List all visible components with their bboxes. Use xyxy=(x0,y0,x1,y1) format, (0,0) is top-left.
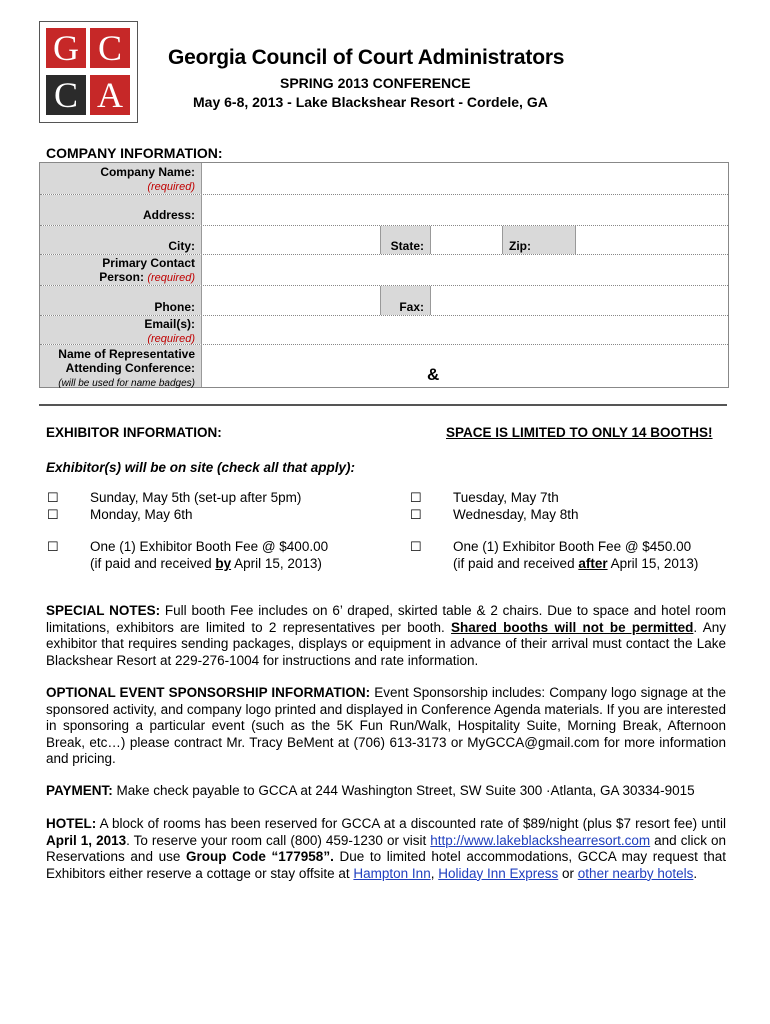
payment-label: PAYMENT: xyxy=(46,783,113,798)
hotel-end: . xyxy=(693,865,698,881)
rep-line-2: Attending Conference: xyxy=(65,361,195,375)
conference-dates: May 6-8, 2013 - Lake Blackshear Resort - Cordele, GA xyxy=(193,94,548,110)
company-heading: COMPANY INFORMATION: xyxy=(46,145,223,161)
primary-contact-label xyxy=(40,255,201,285)
other-hotels-link[interactable]: other nearby hotels xyxy=(577,865,694,881)
representative-field[interactable] xyxy=(202,345,728,387)
hotel-text-2: . To reserve your room call (800) 459-1230 or visit xyxy=(126,832,431,848)
fee-early-a: (if paid and received xyxy=(90,556,216,571)
fee-late-note xyxy=(453,555,698,572)
section-divider xyxy=(39,404,727,406)
person-text: Person: xyxy=(99,270,144,284)
sponsorship-label: OPTIONAL EVENT SPONSORSHIP INFORMATION: xyxy=(46,685,371,700)
city-field[interactable] xyxy=(202,226,380,254)
state-label: State: xyxy=(381,226,430,254)
hotel-deadline: April 1, 2013 xyxy=(46,832,127,848)
required-note: (required) xyxy=(147,272,195,284)
phone-field[interactable] xyxy=(202,286,380,315)
emails-label xyxy=(40,316,201,344)
option-monday: Monday, May 6th xyxy=(90,507,193,522)
holiday-inn-link[interactable]: Holiday Inn Express xyxy=(438,865,559,881)
emails-field[interactable] xyxy=(202,316,728,344)
fax-label: Fax: xyxy=(381,286,430,315)
primary-contact-field[interactable] xyxy=(202,255,728,285)
required-note: (required) xyxy=(147,181,195,193)
sponsorship-text: Event Sponsorship includes: Company logo signage at the sponsored activity, and company logo printed and displayed in Conference Agenda materials. If you are interested in sponsoring a particular event (such as the 5K Fun Run/Walk, Hospitality Suite, Morning Break, Afternoon Break, etc…) please contract Mr. Tracy BeMent at (706) 613-3173 or MyGCCA@gmail.com for more information and pricing. xyxy=(46,685,726,766)
hotel-info xyxy=(46,816,726,882)
fee-early-title: One (1) Exhibitor Booth Fee @ $400.00 xyxy=(90,539,329,554)
hotel-text-3: and click on Reservations and use xyxy=(46,832,727,864)
conference-name: SPRING 2013 CONFERENCE xyxy=(280,75,471,91)
hotel-text-4: Due to limited hotel accommodations, GCCA may request that Exhibitors either reserve a cottage or stay offsite at xyxy=(46,849,726,881)
option-tuesday: Tuesday, May 7th xyxy=(453,490,559,505)
checkbox-tuesday[interactable]: ☐ xyxy=(410,490,422,505)
logo-letter-c1: C xyxy=(90,28,130,68)
emails-text: Email(s): xyxy=(144,317,195,331)
fee-early-c: April 15, 2013) xyxy=(231,556,322,571)
option-wednesday: Wednesday, May 8th xyxy=(453,507,579,522)
logo-letter-g: G xyxy=(46,28,86,68)
hotel-text-1: A block of rooms has been reserved for GCCA at a discounted rate of $89/night (plus $7 resort fee) until xyxy=(96,816,726,831)
company-name-field[interactable] xyxy=(202,163,728,194)
city-label: City: xyxy=(40,226,201,254)
check-prompt: Exhibitor(s) will be on site (check all that apply): xyxy=(46,460,356,475)
option-sunday: Sunday, May 5th (set-up after 5pm) xyxy=(90,490,302,505)
checkbox-sunday[interactable]: ☐ xyxy=(47,490,59,505)
checkbox-fee-early[interactable]: ☐ xyxy=(47,539,59,554)
zip-label: Zip: xyxy=(503,226,575,254)
address-label: Address: xyxy=(40,195,201,225)
rep-line-1: Name of Representative xyxy=(58,347,195,361)
checkbox-fee-late[interactable]: ☐ xyxy=(410,539,422,554)
address-field[interactable] xyxy=(202,195,728,225)
payment-info xyxy=(46,783,726,800)
primary-contact-text: Primary Contact xyxy=(102,256,195,270)
gcca-logo xyxy=(39,21,138,123)
fee-early-note xyxy=(90,555,322,572)
company-info-table xyxy=(39,162,729,388)
special-notes xyxy=(46,603,726,669)
company-name-label xyxy=(40,163,201,194)
shared-booths-notice: Shared booths will not be permitted xyxy=(451,619,694,635)
fax-field[interactable] xyxy=(431,286,728,315)
fee-late-title: One (1) Exhibitor Booth Fee @ $450.00 xyxy=(453,539,692,554)
hampton-inn-link[interactable]: Hampton Inn xyxy=(353,865,431,881)
hotel-sep: , xyxy=(430,865,439,881)
fee-late-a: (if paid and received xyxy=(453,556,579,571)
phone-label: Phone: xyxy=(40,286,201,315)
fee-late-after: after xyxy=(578,556,608,571)
company-name-text: Company Name: xyxy=(100,165,195,179)
logo-letter-c2: C xyxy=(46,75,86,115)
checkbox-monday[interactable]: ☐ xyxy=(47,507,59,522)
exhibitor-heading: EXHIBITOR INFORMATION: xyxy=(46,425,222,440)
rep-note: (will be used for name badges) xyxy=(58,378,195,389)
group-code: Group Code “177958”. xyxy=(186,849,334,864)
checkbox-wednesday[interactable]: ☐ xyxy=(410,507,422,522)
logo-letter-a: A xyxy=(90,75,130,115)
page-title: Georgia Council of Court Administrators xyxy=(168,46,565,69)
fee-late-c: April 15, 2013) xyxy=(607,556,699,571)
sponsorship-info xyxy=(46,685,726,768)
special-notes-label: SPECIAL NOTES: xyxy=(46,603,161,618)
hotel-or: or xyxy=(558,865,578,881)
payment-text: Make check payable to GCCA at 244 Washington Street, SW Suite 300 ·Atlanta, GA 30334-9015 xyxy=(112,783,695,798)
space-limit-notice: SPACE IS LIMITED TO ONLY 14 BOOTHS! xyxy=(446,425,713,440)
resort-website-link[interactable]: http://www.lakeblackshearresort.com xyxy=(430,832,651,848)
hotel-label: HOTEL: xyxy=(46,816,97,831)
state-field[interactable] xyxy=(431,226,502,254)
required-note: (required) xyxy=(147,333,195,345)
zip-field[interactable] xyxy=(576,226,728,254)
representative-label xyxy=(40,345,201,387)
ampersand: & xyxy=(427,365,440,384)
special-text-1: Full booth Fee includes on 6’ draped, skirted table & 2 chairs. Due to space and hotel room limitations, exhibitors are limited to 2 representatives per booth. xyxy=(46,603,726,635)
special-text-2: . Any exhibitor that requires sending packages, displays or equipment in advance of their arrival must contact the Lake Blackshear Resort at 229-276-1004 for instructions and rate information. xyxy=(46,619,726,668)
fee-early-by: by xyxy=(215,556,232,571)
